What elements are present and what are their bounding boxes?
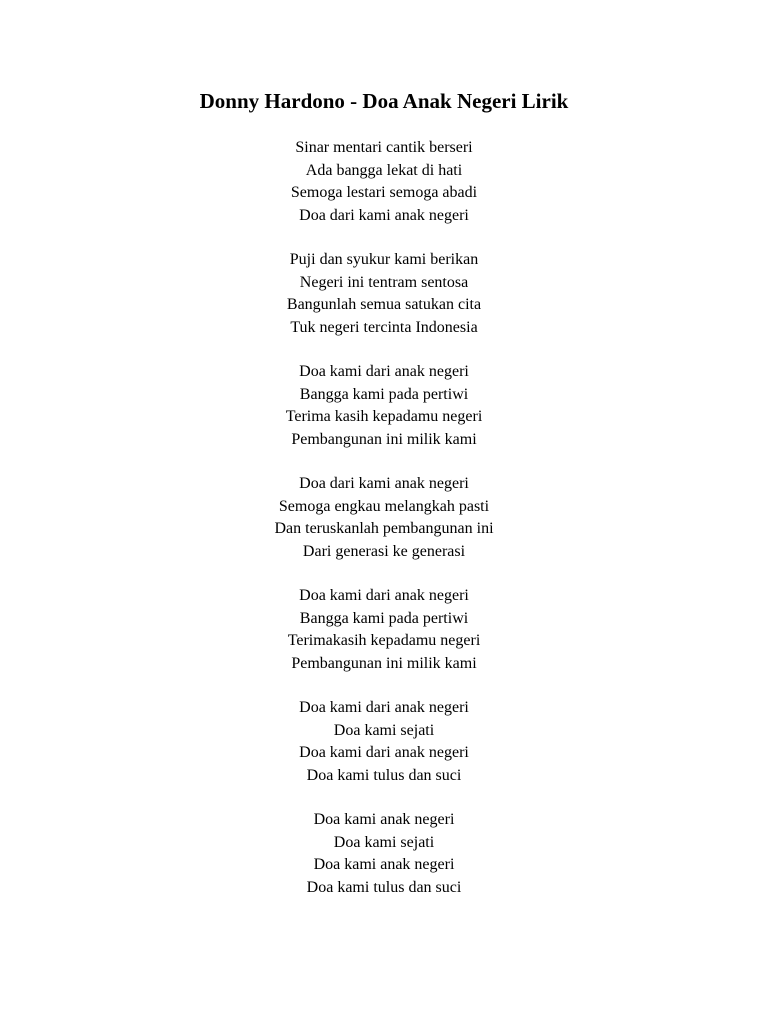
lyric-line: Dari generasi ke generasi	[302, 542, 466, 560]
lyric-line: Doa kami dari anak negeri	[299, 363, 469, 380]
stanza	[0, 249, 768, 339]
lyric-line: Doa kami tulus dan suci	[306, 878, 462, 896]
stanza	[0, 697, 768, 787]
lyric-line: Doa kami tulus dan suci	[306, 766, 462, 784]
lyric-line: Bangga kami pada pertiwi	[299, 385, 469, 403]
lyric-line: Sinar mentari cantik berseri	[295, 139, 473, 156]
lyric-line: Semoga engkau melangkah pasti	[278, 497, 490, 515]
page-title: Donny Hardono - Doa Anak Negeri Lirik	[199, 89, 569, 113]
lyric-line: Terima kasih kepadamu negeri	[285, 408, 483, 425]
lyric-line: Puji dan syukur kami berikan	[289, 251, 479, 268]
lyric-line: Bangga kami pada pertiwi	[299, 609, 469, 627]
stanza	[0, 137, 768, 227]
lyric-line: Tuk negeri tercinta Indonesia	[290, 318, 478, 336]
lyrics-body	[0, 137, 768, 921]
lyric-line: Semoga lestari semoga abadi	[290, 184, 478, 201]
stanza	[0, 585, 768, 675]
stanza	[0, 809, 768, 899]
lyric-line: Doa kami dari anak negeri	[299, 744, 469, 761]
lyric-line: Negeri ini tentram sentosa	[299, 273, 469, 291]
lyric-line: Doa kami sejati	[333, 833, 435, 851]
lyric-line: Doa kami anak negeri	[313, 811, 455, 828]
lyric-line: Doa kami sejati	[333, 721, 435, 739]
lyric-line: Ada bangga lekat di hati	[305, 161, 463, 179]
stanza	[0, 361, 768, 451]
lyric-line: Pembangunan ini milik kami	[291, 654, 477, 672]
lyric-line: Doa kami dari anak negeri	[299, 699, 469, 716]
lyric-line: Terimakasih kepadamu negeri	[287, 632, 481, 649]
lyric-line: Doa dari kami anak negeri	[299, 475, 469, 492]
lyric-line: Dan teruskanlah pembangunan ini	[274, 520, 494, 537]
lyric-line: Pembangunan ini milik kami	[291, 430, 477, 448]
lyric-line: Doa kami anak negeri	[313, 856, 455, 873]
stanza	[0, 473, 768, 563]
lyric-line: Doa kami dari anak negeri	[299, 587, 469, 604]
lyric-line: Doa dari kami anak negeri	[299, 206, 469, 224]
lyric-line: Bangunlah semua satukan cita	[286, 296, 482, 313]
